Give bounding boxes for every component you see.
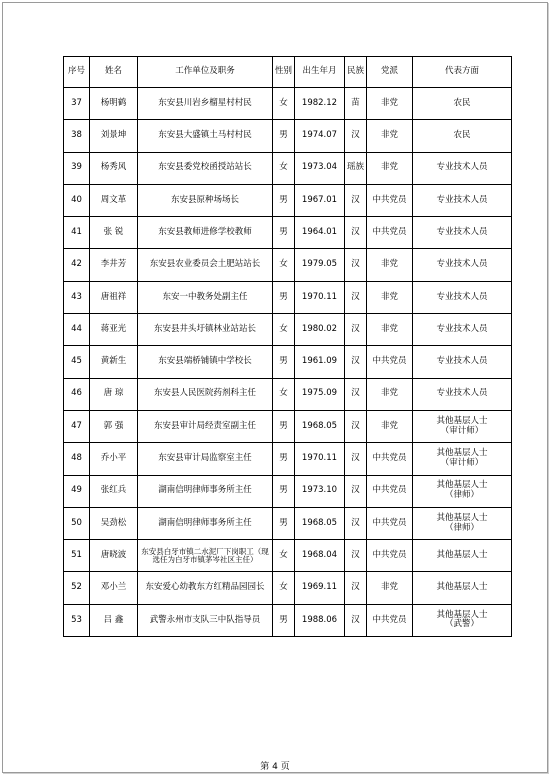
cell-unit: 东安县大盛镇土马村村民 [138, 120, 273, 152]
cell-gender: 男 [273, 443, 295, 475]
cell-unit: 东安县教师进修学校教师 [138, 217, 273, 249]
cell-name: 郭 强 [90, 410, 138, 442]
cell-gender: 女 [273, 249, 295, 281]
cell-gender: 男 [273, 120, 295, 152]
cell-gender: 男 [273, 281, 295, 313]
table-row [64, 604, 512, 636]
table-row [64, 88, 512, 120]
cell-gender: 女 [273, 314, 295, 346]
cell-sector: 专业技术人员 [413, 217, 512, 249]
cell-no: 50 [64, 507, 90, 539]
cell-party: 非党 [367, 88, 413, 120]
cell-unit: 湖南信明律师事务所主任 [138, 475, 273, 507]
cell-name: 杨秀风 [90, 152, 138, 184]
cell-no: 45 [64, 346, 90, 378]
cell-birth: 1964.01 [295, 217, 345, 249]
cell-name: 张 锐 [90, 217, 138, 249]
cell-birth: 1974.07 [295, 120, 345, 152]
cell-ethnic: 汉 [345, 314, 367, 346]
cell-gender: 男 [273, 217, 295, 249]
cell-ethnic: 汉 [345, 378, 367, 410]
cell-ethnic: 汉 [345, 540, 367, 572]
cell-name: 唐祖祥 [90, 281, 138, 313]
header-birth: 出生年月 [295, 57, 345, 88]
cell-party: 非党 [367, 314, 413, 346]
cell-name: 黄新生 [90, 346, 138, 378]
cell-name: 蒋亚光 [90, 314, 138, 346]
cell-birth: 1973.04 [295, 152, 345, 184]
table-row [64, 249, 512, 281]
page-number: 第 4 页 [260, 762, 290, 772]
cell-ethnic: 汉 [345, 572, 367, 604]
cell-unit: 东安县审计局经责室副主任 [138, 410, 273, 442]
cell-sector: 其他基层人士 （律师） [413, 475, 512, 507]
cell-unit: 东安一中教务处副主任 [138, 281, 273, 313]
cell-sector: 农民 [413, 88, 512, 120]
cell-birth: 1969.11 [295, 572, 345, 604]
table-row [64, 475, 512, 507]
cell-gender: 女 [273, 572, 295, 604]
cell-name: 吕 鑫 [90, 604, 138, 636]
cell-birth: 1967.01 [295, 184, 345, 216]
table-header-row [64, 57, 512, 88]
cell-no: 38 [64, 120, 90, 152]
cell-sector: 其他基层人士 （审计师） [413, 443, 512, 475]
cell-no: 41 [64, 217, 90, 249]
cell-no: 43 [64, 281, 90, 313]
table-row [64, 217, 512, 249]
table-row [64, 120, 512, 152]
cell-ethnic: 汉 [345, 120, 367, 152]
cell-sector: 专业技术人员 [413, 314, 512, 346]
cell-unit: 东安县白牙市镇二水泥厂下岗职工（现选任为白牙市镇茅岑社区主任） [138, 540, 273, 572]
cell-no: 40 [64, 184, 90, 216]
cell-ethnic: 瑶族 [345, 152, 367, 184]
cell-party: 中共党员 [367, 217, 413, 249]
table-row [64, 378, 512, 410]
cell-ethnic: 汉 [345, 475, 367, 507]
cell-birth: 1973.10 [295, 475, 345, 507]
cell-unit: 东安爱心幼教东方红精品园园长 [138, 572, 273, 604]
cell-no: 53 [64, 604, 90, 636]
cell-name: 唐 琼 [90, 378, 138, 410]
cell-ethnic: 汉 [345, 507, 367, 539]
cell-unit: 武警永州市支队三中队指导员 [138, 604, 273, 636]
cell-party: 非党 [367, 249, 413, 281]
cell-gender: 女 [273, 540, 295, 572]
table-row [64, 184, 512, 216]
cell-sector: 农民 [413, 120, 512, 152]
cell-gender: 男 [273, 475, 295, 507]
header-sector: 代表方面 [413, 57, 512, 88]
cell-gender: 男 [273, 604, 295, 636]
cell-birth: 1970.11 [295, 281, 345, 313]
header-unit: 工作单位及职务 [138, 57, 273, 88]
cell-gender: 女 [273, 88, 295, 120]
cell-no: 51 [64, 540, 90, 572]
cell-no: 46 [64, 378, 90, 410]
cell-party: 非党 [367, 572, 413, 604]
cell-unit: 东安县原种场场长 [138, 184, 273, 216]
cell-party: 中共党员 [367, 540, 413, 572]
cell-gender: 女 [273, 378, 295, 410]
cell-ethnic: 汉 [345, 281, 367, 313]
header-party: 党派 [367, 57, 413, 88]
cell-ethnic: 汉 [345, 249, 367, 281]
header-name: 姓名 [90, 57, 138, 88]
header-ethnic: 民族 [345, 57, 367, 88]
cell-party: 中共党员 [367, 346, 413, 378]
cell-gender: 男 [273, 184, 295, 216]
cell-ethnic: 汉 [345, 346, 367, 378]
cell-ethnic: 汉 [345, 410, 367, 442]
header-no: 序号 [64, 57, 90, 88]
cell-no: 42 [64, 249, 90, 281]
table-row [64, 540, 512, 572]
cell-ethnic: 汉 [345, 184, 367, 216]
cell-gender: 女 [273, 152, 295, 184]
header-gender: 性别 [273, 57, 295, 88]
cell-birth: 1975.09 [295, 378, 345, 410]
table-row [64, 410, 512, 442]
cell-name: 吴劲松 [90, 507, 138, 539]
cell-party: 非党 [367, 410, 413, 442]
cell-sector: 其他基层人士 （审计师） [413, 410, 512, 442]
delegate-table [63, 56, 512, 637]
cell-birth: 1988.06 [295, 604, 345, 636]
cell-name: 唐晓波 [90, 540, 138, 572]
cell-sector: 专业技术人员 [413, 184, 512, 216]
cell-birth: 1968.05 [295, 507, 345, 539]
cell-party: 非党 [367, 120, 413, 152]
cell-unit: 湖南信明律师事务所主任 [138, 507, 273, 539]
cell-no: 47 [64, 410, 90, 442]
cell-ethnic: 汉 [345, 217, 367, 249]
cell-party: 非党 [367, 378, 413, 410]
table-row [64, 314, 512, 346]
cell-no: 44 [64, 314, 90, 346]
cell-name: 乔小平 [90, 443, 138, 475]
cell-party: 中共党员 [367, 443, 413, 475]
cell-sector: 专业技术人员 [413, 378, 512, 410]
cell-sector: 专业技术人员 [413, 249, 512, 281]
cell-birth: 1980.02 [295, 314, 345, 346]
cell-sector: 专业技术人员 [413, 281, 512, 313]
cell-birth: 1968.05 [295, 410, 345, 442]
cell-ethnic: 汉 [345, 443, 367, 475]
cell-ethnic: 苗 [345, 88, 367, 120]
cell-unit: 东安县审计局监察室主任 [138, 443, 273, 475]
cell-gender: 男 [273, 507, 295, 539]
cell-birth: 1961.09 [295, 346, 345, 378]
cell-party: 非党 [367, 152, 413, 184]
cell-sector: 其他基层人士 [413, 572, 512, 604]
cell-name: 邓小兰 [90, 572, 138, 604]
table-row [64, 572, 512, 604]
cell-unit: 东安县委党校函授站站长 [138, 152, 273, 184]
table-row [64, 281, 512, 313]
cell-gender: 男 [273, 410, 295, 442]
cell-no: 48 [64, 443, 90, 475]
cell-unit: 东安县农业委员会土肥站站长 [138, 249, 273, 281]
cell-birth: 1968.04 [295, 540, 345, 572]
cell-sector: 专业技术人员 [413, 152, 512, 184]
cell-party: 中共党员 [367, 604, 413, 636]
cell-name: 张红兵 [90, 475, 138, 507]
cell-name: 刘景坤 [90, 120, 138, 152]
cell-birth: 1982.12 [295, 88, 345, 120]
cell-party: 中共党员 [367, 184, 413, 216]
table-row [64, 507, 512, 539]
cell-sector: 其他基层人士 （武警） [413, 604, 512, 636]
table-row [64, 152, 512, 184]
cell-party: 非党 [367, 281, 413, 313]
cell-birth: 1970.11 [295, 443, 345, 475]
cell-party: 中共党员 [367, 507, 413, 539]
cell-name: 杨明鹤 [90, 88, 138, 120]
table-row [64, 443, 512, 475]
cell-no: 49 [64, 475, 90, 507]
cell-name: 周文革 [90, 184, 138, 216]
cell-no: 52 [64, 572, 90, 604]
cell-unit: 东安县人民医院药剂科主任 [138, 378, 273, 410]
cell-sector: 专业技术人员 [413, 346, 512, 378]
cell-unit: 东安县端桥铺镇中学校长 [138, 346, 273, 378]
cell-no: 39 [64, 152, 90, 184]
cell-unit: 东安县川岩乡榴星村村民 [138, 88, 273, 120]
cell-sector: 其他基层人士 [413, 540, 512, 572]
cell-gender: 男 [273, 346, 295, 378]
cell-sector: 其他基层人士 （律师） [413, 507, 512, 539]
cell-party: 中共党员 [367, 475, 413, 507]
cell-ethnic: 汉 [345, 604, 367, 636]
cell-unit: 东安县井头圩镇林业站站长 [138, 314, 273, 346]
table-row [64, 346, 512, 378]
cell-name: 李井芳 [90, 249, 138, 281]
cell-birth: 1979.05 [295, 249, 345, 281]
cell-no: 37 [64, 88, 90, 120]
